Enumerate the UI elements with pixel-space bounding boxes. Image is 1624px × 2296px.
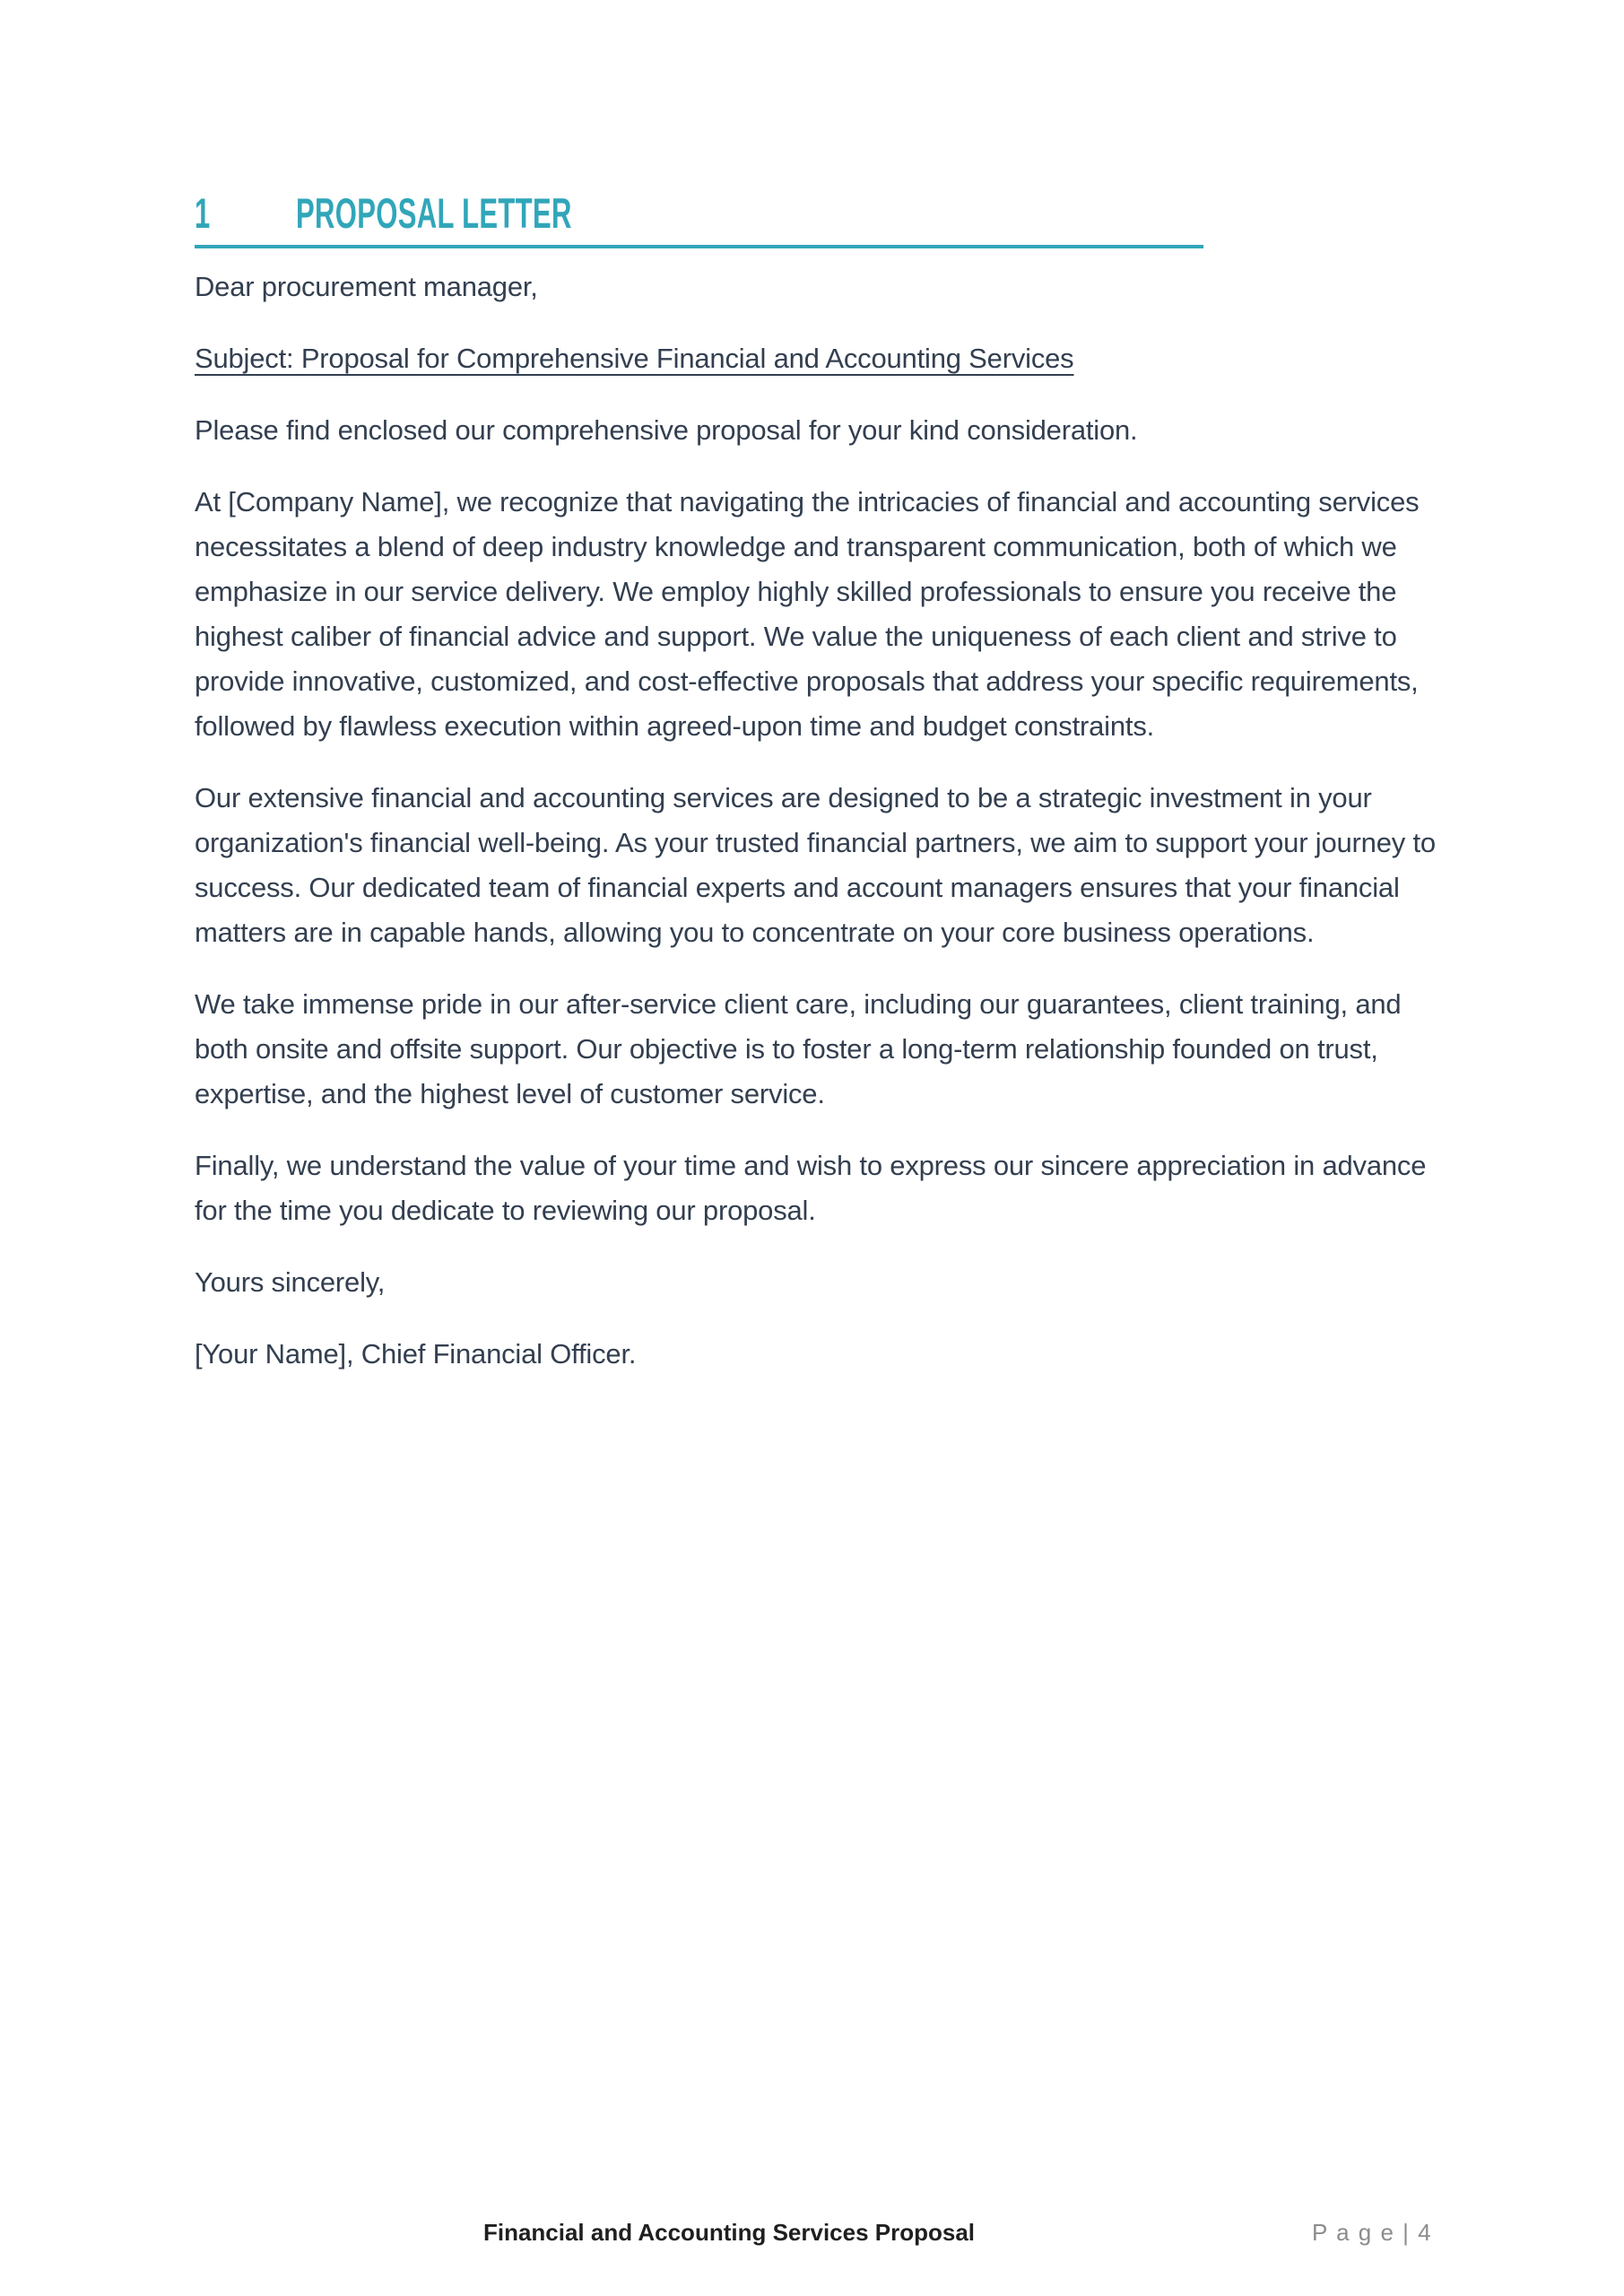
letter-paragraph: [Your Name], Chief Financial Officer. [195,1338,637,1370]
letter-paragraph: We take immense pride in our after-service client care, including our guarantees, client training, and both onsite and offsite support. Our objective is to foster a long-term relationship founded on trust, expertise, and the highest level of customer service. [195,988,1402,1109]
page-footer [0,2215,1624,2260]
letter-paragraph: Yours sincerely, [195,1266,386,1298]
section-heading [195,190,1203,248]
letter-paragraph: Please find enclosed our comprehensive proposal for your kind consideration. [195,414,1138,446]
letter-paragraph: Subject: Proposal for Comprehensive Financial and Accounting Services [195,343,1074,374]
section-heading-title: PROPOSAL LETTER [296,189,572,237]
letter-paragraph: Finally, we understand the value of your time and wish to express our sincere appreciation in advance for the time you dedicate to reviewing our proposal. [195,1150,1427,1226]
letter-content [195,190,1450,1404]
section-heading-number: 1 [195,189,211,237]
letter-body [195,265,1450,1377]
footer-page-number: P a g e | 4 [1312,2219,1433,2246]
letter-paragraph: Dear procurement manager, [195,271,538,302]
letter-paragraph: Our extensive financial and accounting services are designed to be a strategic investment in your organization's financial well-being. As your trusted financial partners, we aim to support your journey to success. Our dedicated team of financial experts and account managers ensures that your financial matters are in capable hands, allowing you to concentrate on your core business operations. [195,782,1436,948]
footer-document-title: Financial and Accounting Services Proposal [482,2219,976,2246]
letter-paragraph: At [Company Name], we recognize that navigating the intricacies of financial and accounting services necessitates a blend of deep industry knowledge and transparent communication, both of which we emphasize in our service delivery. We employ highly skilled professionals to ensure you receive the highest caliber of financial advice and support. We value the uniqueness of each client and strive to provide innovative, customized, and cost-effective proposals that address your specific requirements, followed by flawless execution within agreed-upon time and budget constraints. [195,486,1420,742]
